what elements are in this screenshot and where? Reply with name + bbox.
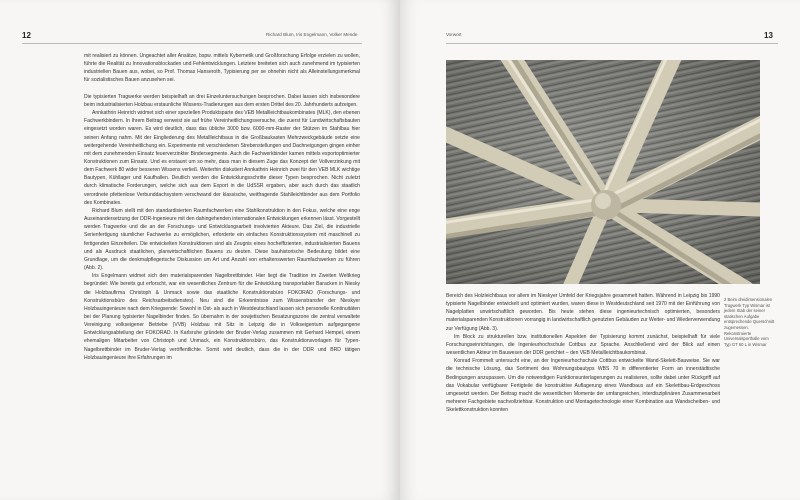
page-number: 12 [22, 31, 31, 40]
running-head: Vorwort [446, 32, 462, 37]
running-head: Richard Blum, Iris Engelmann, Volker Mende [266, 32, 358, 37]
paragraph: Bereich des Holzleichtbaus vor allem im Nieskyer Umfeld der Kriegsjahre gesammelt hatten. Während in Leipzig bis 1990 typisierte Nagelbinder entwickelt und optimiert wurden, waren diese in Westdeutschland seit 1970 mit der Einführung von Nagelplatten unwirtschaftlich geworden. Bis heute stehen diese ingenieurtechnisch optimierten, besonders materialsparenden Konstruktionen vorrangig in landwirtschaftlich genutzten Gebäuden zur Weiter- und Wiederverwendung zur Verfügung (Abb. 3). [446, 293, 720, 332]
right-body-text [446, 292, 720, 414]
paragraph: Richard Blum stellt mit den standardisierten Raumfachwerken eine Stahlkonstruktion in den Fokus, welche eine enge Auseinandersetzung der DDR-Ingenieure mit den dahingehenden internationalen Entwicklungen erkennen lässt. Vorgestellt werden Tragwerke und die an der Forschungs- und Entwicklungsarbeit involvierten Akteure. Das Ziel, die industrielle Serienfertigung räumlicher Fachwerke zu ermöglichen, erforderte ein einfaches Konstruktionssystem mit maschinell zu fertigenden Einzelteilen. Die entwickelten Konstruktionen sind als Zeugnis eines hocheffizienten, industrialisierten Bauens und als Ausdruck staatlichen, planwirtschaftlichen Bauens zu deuten. Diese bauhistorische Bedeutung bildet eine Grundlage, um die denkmalpflegerische Diskussion um Art und Anzahl von erhaltenswerten Raumfachwerken zu führen (Abb. 2). [84, 207, 360, 272]
paragraph: Konrad Frommelt untersucht eine, an der Ingenieurhochschule Cottbus entwickelte Wand-Skelett-Bauweise. Sie war die technische Lösung, das Sortiment des Wohnungsbautyps WBS 70 in differentierter Form an innerstädtische Bedingungen anzupassen. Um die notwendigen Funktionsunterlagerungen zu realisieren, sollte dabei unter Rückgriff auf das Vokabular verfügbarer Fertigteile die konstruktive Auflagerung eines Wandbaus auf ein Skelettbau-Erdgeschoss umgesetzt werden. Der Beitrag macht die wesentlichen Momente der umfangreichen, interdisziplinären Zusammenarbeit mehrerer Fachgebiete nachvollziehbar. Konstruktion und Montagetechnologie einer Kombination aus Wandscheiben- und Skelettkonstruktion konnten [446, 358, 720, 414]
paragraph: Im Block zu strukturellen bzw. institutionellen Aspekten der Typisierung kommt zunächst, beispielhaft für viele Forschungseinrichtungen, die Ingenieurhochschule Cottbus zur Sprache. Anschließend wird der Blick auf einen wesentlichen Akteur im Bauwesen der DDR gerichtet – den VEB Metallleichtbaukombinat. [446, 333, 720, 357]
header-rule [22, 43, 362, 44]
paragraph: Die typisierten Tragwerke werden beispielhaft an drei Einzeluntersuchungen besprochen. Dabei lassen sich insbesondere beim industrialisierten Holzbau erstaunliche Wissens-Tradierungen aus dem ersten Drittel des 20. Jahrhunderts aufzeigen. [84, 93, 360, 108]
figure-caption: 2 Beim dreidimensionalen Tragwerk Typ Wismar ist jedem Stab der seiner statischen Aufgabe entsprechende Querschnitt zugemessen. Rekonstruierte Universalsporthalle vom Typ GT 60 L in Wismar [724, 297, 775, 347]
paragraph: Iris Engelmann widmet sich den materialsparenden Nagelbrettbinder. Hier liegt die Tradition im Zweiten Weltkrieg begründet: Wie bereits gut erforscht, war ein wesentliches Zentrum für die Entwicklung transportabler Baracken in Niesky die Holzbaufirma Christoph & Unmack sowie das staatliche Konstruktionsbüro FOKORAD (Forschungs- und Konstruktionsbüro des Reichsarbeitsdienstes). Neu sind die Erkenntnisse zum Wissenstransfer der Nieskyer Holzbauingenieure nach dem Kriegsende: Sowohl in Ost- als auch in Westdeutschland lassen sich personelle Kontinuitäten bei der Planung typisierter Nagelbinder finden. So übernahm in der sowjetischen Besatzungszone die zentral verwaltete Vereinigung volkseigener Betriebe (VVB) Holzbau mit Sitz in Leipzig die in Volkseigentum aufgegangene Entwicklungsabteilung der FOKORAD. In Karlsruhe gründete der Bruder-Verlag zusammen mit Gerhard Hempel, einem ehemaligen Mitarbeiter von Christoph und Unmack, ein Konstruktionsbüro, das Konstruktionsvorlagen für Typen-Nagelbrettbinder im Bruder-Verlag veröffentlichte. Somit wird deutlich, dass die in der DDR und BRD tätigen Holzbauingenieure ihre Erfahrungen im [84, 273, 360, 361]
paragraph: Annkathrin Heinrich widmet sich einer speziellen Produktsparte des VEB Metallleichtbaukombinates (MLK), den ebenen Fachwerkbindern. In Ihrem Beitrag verweist sie auf frühe Vereinheitlichungsversuche, die zuerst für Landwirtschaftsbauten eingesetzt worden waren. Es wird deutlich, dass das übliche 3000 bzw. 6000-mm-Raster der Stützen im Stahlbau hier seinen Anfang nahm. Mit der Eingliederung des Metallleichtbaus in die Großbaukasten Mehrzweckgebäude setzte eine weitergehende Vereinheitlichung ein. Experimente mit verschiedenen Strebenstellungen und Dachneigungen gingen einher mit dem zunehmenden Einsatz feuerverzinkter Bindersegmente. Auch die Fachwerkbinder kamen mittels exportoptimierter Konstruktionen zum Einsatz. Und es erstaunt um so mehr, dass man in diesem Zuge das Konzept der Vollverzinkung mit dem Fachwerk 80 wider besseren Wissens verließ. Weiterhin diskutiert Annkathrin Heinrich zwei für den VEB MLK wichtige Bautypen, Kühllager und Kaufhallen. Deutlich werden die Entwicklungsschritte dieser Typen besprochen. Nicht zuletzt durch klimatische Forderungen, welche sich aus dem Export in die UdSSR ergaben, aber auch durch das staatlich verordnete pfettenlose Verbunddachsystem verschwand der klassische, weitfragende Stahlleichtbinder aus dem Portfolio des Kombinates. [84, 110, 360, 206]
space-frame-photo [446, 60, 760, 284]
space-frame-illustration [446, 60, 760, 284]
right-page [400, 0, 800, 500]
page-number: 13 [764, 31, 773, 40]
left-body-text [84, 52, 360, 362]
header-rule [446, 43, 778, 44]
paragraph: mit realisiert zu können. Ungeachtet aller Ansätze, bspw. mittels Kybernetik und Großforschung Erfolge erzielen zu wollen, führte die Realität zu Innovationsblockaden und Fehlentwicklungen. Letztere breiteten sich auch zunehmend im typisierten industriellen Bauen aus, wobei, so Prof. Thomas Hanseroth, Typisierung per se ohnehin nicht als Alleinstellungsmerkmal für sozialistisches Bauen anzusehen sei. [84, 53, 360, 84]
